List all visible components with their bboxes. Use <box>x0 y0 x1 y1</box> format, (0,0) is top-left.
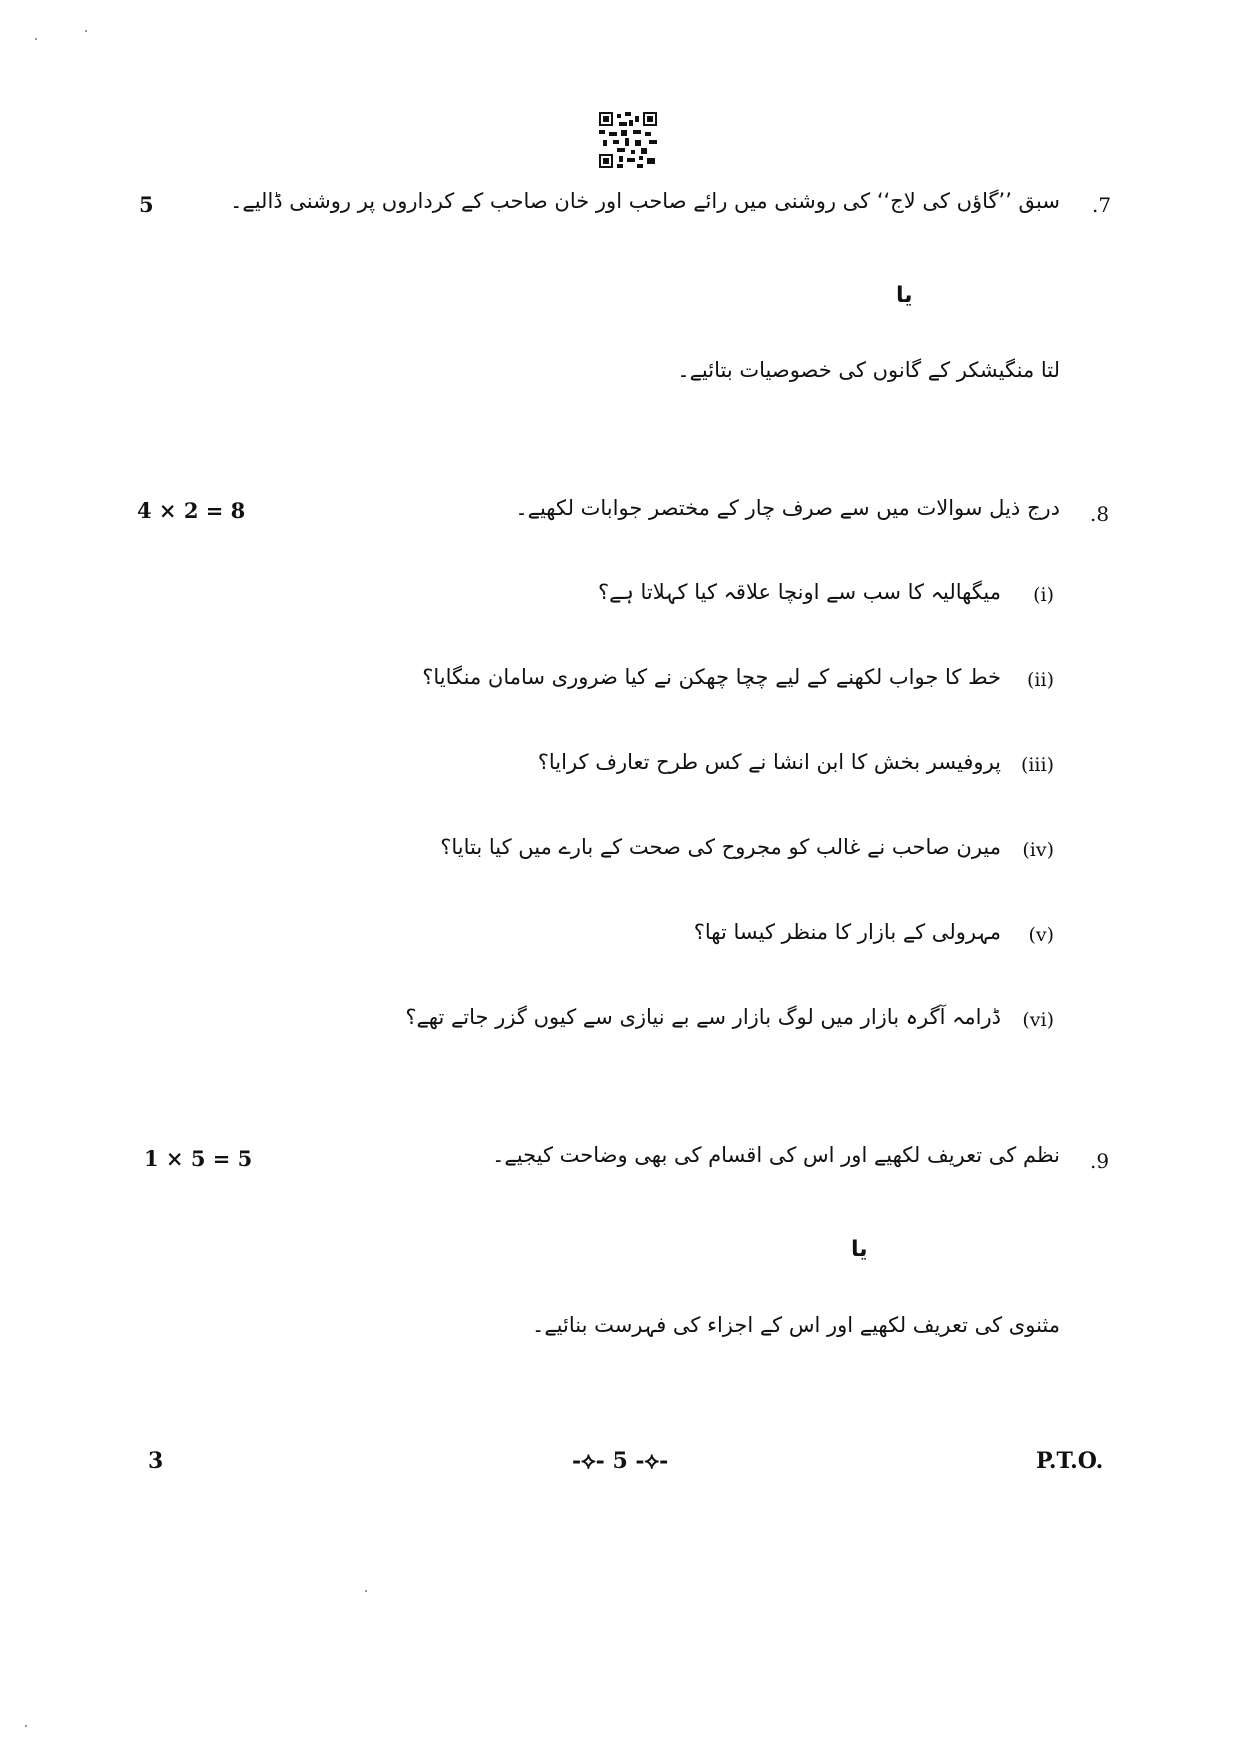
q8-item-label: (v) <box>1028 924 1054 946</box>
q8-item-text: ڈرامہ آگرہ بازار میں لوگ بازار سے بے نیازی سے کیوں گزر جاتے تھے؟ <box>405 1005 1001 1029</box>
q8-item-label: (iv) <box>1022 839 1054 861</box>
scan-speck <box>365 1590 367 1592</box>
q8-item-text: میرن صاحب نے غالب کو مجروح کی صحت کے بارے میں کیا بتایا؟ <box>440 835 1001 859</box>
q7-number: .7 <box>1092 193 1112 217</box>
q9-marks: 1 × 5 = 5 <box>144 1146 253 1171</box>
q7-text: سبق ’’گاؤں کی لاج‘‘ کی روشنی میں رائے صاحب اور خان صاحب کے کرداروں پر روشنی ڈالیے۔ <box>230 189 1060 213</box>
q9-or-label: یا <box>851 1237 868 1262</box>
q9-alt-text: مثنوی کی تعریف لکھیے اور اس کے اجزاء کی فہرست بنائیے۔ <box>532 1313 1060 1337</box>
qr-code-icon <box>599 112 657 168</box>
q9-text: نظم کی تعریف لکھیے اور اس کی اقسام کی بھی وضاحت کیجیے۔ <box>492 1143 1060 1167</box>
q9-number: .9 <box>1090 1149 1110 1173</box>
q7-alt-text: لتا منگیشکر کے گانوں کی خصوصیات بتائیے۔ <box>677 358 1060 382</box>
q7-or-label: یا <box>896 283 913 308</box>
page-number: -⟡- 5 -⟡- <box>572 1448 669 1474</box>
q8-item-label: (ii) <box>1027 669 1054 691</box>
q8-item-text: میگھالیہ کا سب سے اونچا علاقہ کیا کہلاتا ہے؟ <box>598 580 1001 604</box>
pto-label: P.T.O. <box>1036 1448 1104 1474</box>
footer-left-code: 3 <box>148 1448 164 1474</box>
q7-marks: 5 <box>139 192 154 217</box>
q8-marks: 4 × 2 = 8 <box>137 498 246 523</box>
scan-speck <box>25 1725 27 1727</box>
q8-item-label: (vi) <box>1022 1009 1054 1031</box>
scan-speck <box>35 38 37 40</box>
q8-item-text: مہرولی کے بازار کا منظر کیسا تھا؟ <box>693 920 1001 944</box>
q8-item-text: پروفیسر بخش کا ابن انشا نے کس طرح تعارف کرایا؟ <box>537 750 1001 774</box>
q8-item-label: (i) <box>1033 584 1054 606</box>
q8-text: درج ذیل سوالات میں سے صرف چار کے مختصر جوابات لکھیے۔ <box>515 496 1060 520</box>
q8-item-label: (iii) <box>1020 754 1054 776</box>
scan-speck <box>85 30 87 32</box>
q8-number: .8 <box>1090 502 1110 526</box>
q8-item-text: خط کا جواب لکھنے کے لیے چچا چھکن نے کیا ضروری سامان منگایا؟ <box>422 665 1001 689</box>
